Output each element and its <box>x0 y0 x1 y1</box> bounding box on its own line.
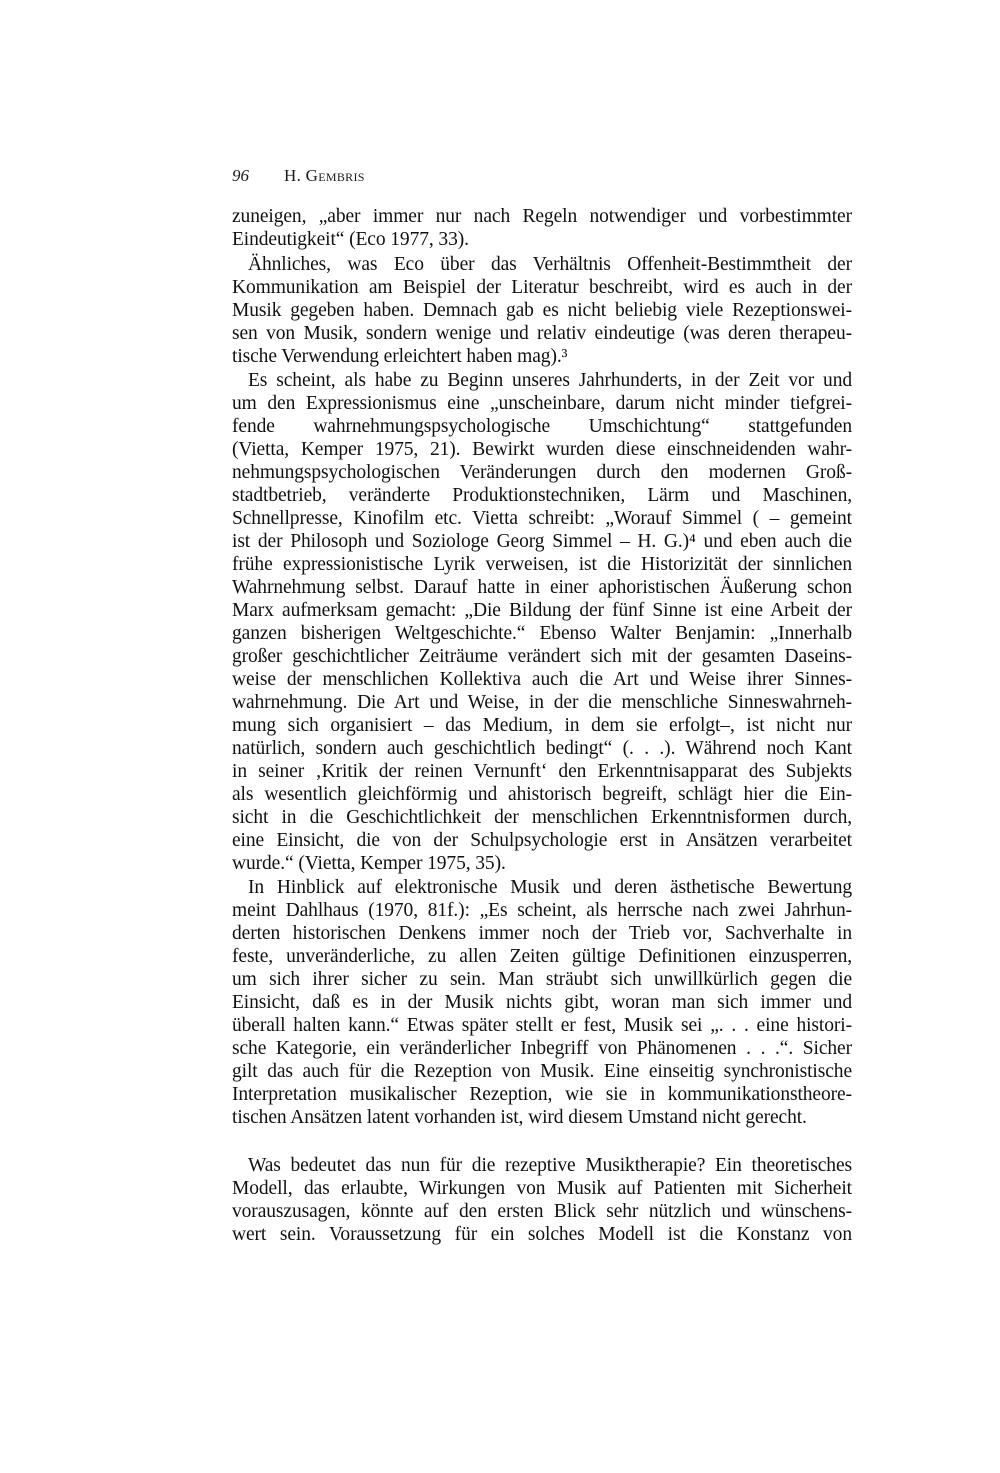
text-line: vorauszusagen, könnte auf den ersten Blick sehr nützlich und wünschens- <box>232 1201 852 1222</box>
text-line: um den Expressionismus eine „unscheinbare, darum nicht minder tiefgrei- <box>232 393 852 414</box>
text-line: wahrnehmung. Die Art und Weise, in der die menschliche Sinneswahrneh- <box>232 692 852 713</box>
text-line: natürlich, sondern auch geschichtlich bedingt“ (. . .). Während noch Kant <box>232 738 852 759</box>
text-line: zuneigen, „aber immer nur nach Regeln notwendiger und vorbestimmter <box>232 206 852 227</box>
text-line: Modell, das erlaubte, Wirkungen von Musik auf Patienten mit Sicherheit <box>232 1178 852 1199</box>
text-line: frühe expressionistische Lyrik verweisen, ist die Historizität der sinnlichen <box>232 554 852 575</box>
text-line: ganzen bisherigen Weltgeschichte.“ Ebenso Walter Benjamin: „Innerhalb <box>232 623 852 644</box>
text-line: großer geschichtlicher Zeiträume verändert sich mit der gesamten Daseins- <box>232 646 852 667</box>
text-line: Kommunikation am Beispiel der Literatur beschreibt, wird es auch in der <box>232 277 852 298</box>
text-line: (Vietta, Kemper 1975, 21). Bewirkt wurden diese einschneidenden wahr- <box>232 439 852 460</box>
text-line: fende wahrnehmungspsychologische Umschichtung“ stattgefunden <box>232 416 852 437</box>
text-line: tische Verwendung erleichtert haben mag).³ <box>232 346 568 367</box>
page-number: 96 <box>232 166 249 185</box>
text-line: Interpretation musikalischer Rezeption, wie sie in kommunikationstheore- <box>232 1084 852 1105</box>
text-line: wert sein. Voraussetzung für ein solches Modell ist die Konstanz von <box>232 1224 852 1245</box>
text-line: Ähnliches, was Eco über das Verhältnis Offenheit-Bestimmtheit der <box>248 254 852 275</box>
text-line: Wahrnehmung selbst. Darauf hatte in einer aphoristischen Äußerung schon <box>232 577 852 598</box>
text-line: Einsicht, daß es in der Musik nichts gibt, woran man sich immer und <box>232 992 852 1013</box>
text-line: nehmungspsychologischen Veränderungen durch den modernen Groß- <box>232 462 852 483</box>
text-line: eine Einsicht, die von der Schulpsychologie erst in Ansätzen verarbeitet <box>232 830 852 851</box>
text-line: überall halten kann.“ Etwas später stellt er fest, Musik sei „. . . eine histori- <box>232 1015 852 1036</box>
running-author: H. Gembris <box>284 166 365 185</box>
text-line: sche Kategorie, ein veränderlicher Inbegriff von Phänomenen . . .“. Sicher <box>232 1038 852 1059</box>
text-line: wurde.“ (Vietta, Kemper 1975, 35). <box>232 853 506 874</box>
running-header <box>232 166 365 186</box>
text-line: tischen Ansätzen latent vorhanden ist, wird diesem Umstand nicht gerecht. <box>232 1107 807 1128</box>
text-line: stadtbetrieb, veränderte Produktionstechniken, Lärm und Maschinen, <box>232 485 852 506</box>
text-line: Musik gegeben haben. Demnach gab es nicht beliebig viele Rezeptionswei- <box>232 300 852 321</box>
text-line: als wesentlich gleichförmig und ahistorisch begreift, schlägt hier die Ein- <box>232 784 852 805</box>
text-line: meint Dahlhaus (1970, 81f.): „Es scheint, als herrsche nach zwei Jahrhun- <box>232 900 852 921</box>
text-line: ist der Philosoph und Soziologe Georg Simmel – H. G.)⁴ und eben auch die <box>232 531 852 552</box>
text-line: gilt das auch für die Rezeption von Musik. Eine einseitig synchronistische <box>232 1061 852 1082</box>
text-line: feste, unveränderliche, zu allen Zeiten gültige Definitionen einzusperren, <box>232 946 852 967</box>
text-line: Marx aufmerksam gemacht: „Die Bildung der fünf Sinne ist eine Arbeit der <box>232 600 852 621</box>
text-line: sicht in die Geschichtlichkeit der menschlichen Erkenntnisformen durch, <box>232 807 852 828</box>
text-line: Es scheint, als habe zu Beginn unseres Jahrhunderts, in der Zeit vor und <box>248 370 852 391</box>
text-line: derten historischen Denkens immer noch der Trieb vor, Sachverhalte in <box>232 923 852 944</box>
text-line: In Hinblick auf elektronische Musik und deren ästhetische Bewertung <box>248 877 852 898</box>
text-line: Eindeutigkeit“ (Eco 1977, 33). <box>232 229 469 250</box>
text-line: mung sich organisiert – das Medium, in dem sie erfolgt–, ist nicht nur <box>232 715 852 736</box>
text-line: sen von Musik, sondern wenige und relativ eindeutige (was deren therapeu- <box>232 323 852 344</box>
text-line: Was bedeutet das nun für die rezeptive Musiktherapie? Ein theoretisches <box>248 1155 852 1176</box>
text-line: um sich ihrer sicher zu sein. Man sträubt sich unwillkürlich gegen die <box>232 969 852 990</box>
text-line: weise der menschlichen Kollektiva auch die Art und Weise ihrer Sinnes- <box>232 669 852 690</box>
text-line: Schnellpresse, Kinofilm etc. Vietta schreibt: „Worauf Simmel ( – gemeint <box>232 508 852 529</box>
text-line: in seiner ‚Kritik der reinen Vernunft‘ den Erkenntnisapparat des Subjekts <box>232 761 852 782</box>
